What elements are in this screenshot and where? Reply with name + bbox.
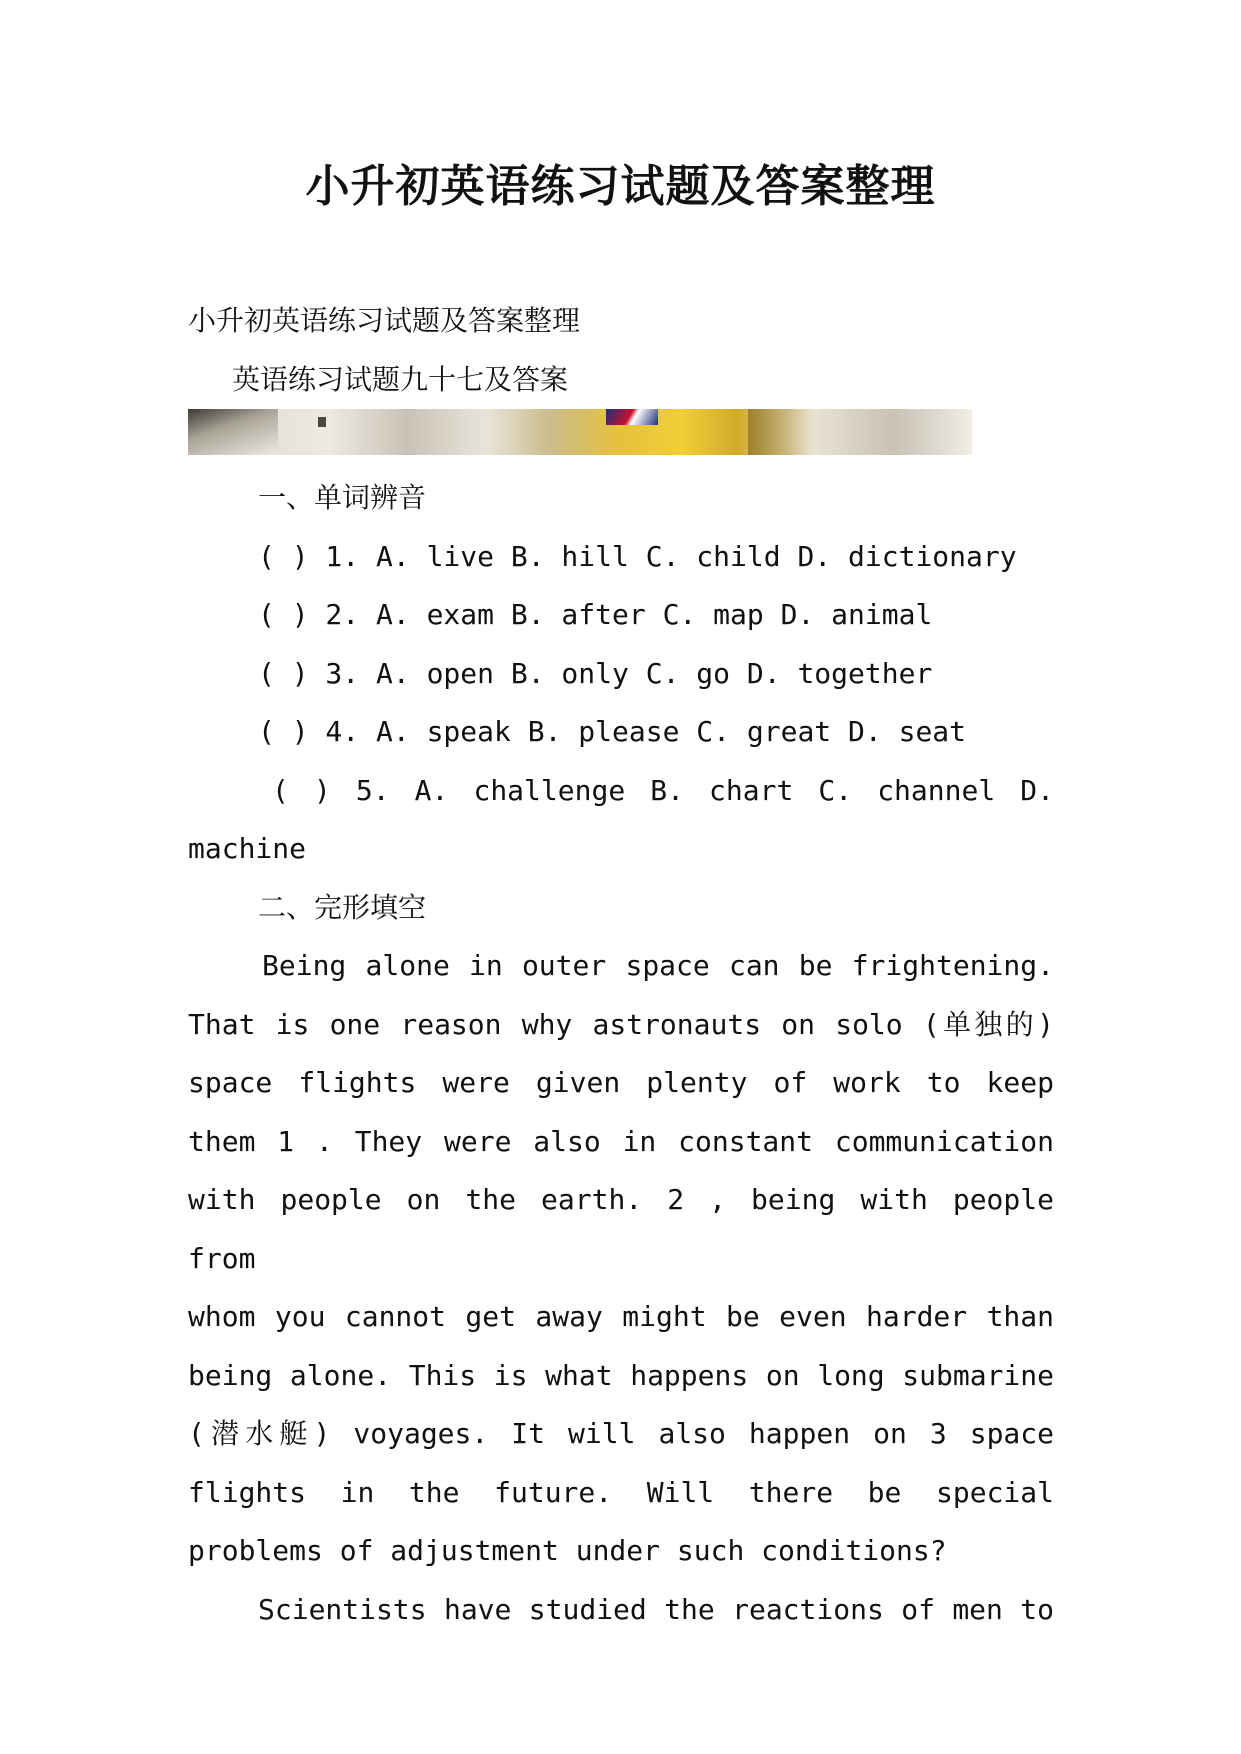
passage-line: with people on the earth. 2 , being with people from	[188, 1183, 1054, 1275]
passage-line: them 1 . They were also in constant communication	[188, 1124, 1054, 1158]
passage-line: That is one reason why astronauts on solo (单独的)	[188, 1007, 1054, 1041]
section1-heading: 一、单词辨音	[258, 481, 427, 514]
passage-line: space flights were given plenty of work to keep	[188, 1066, 1054, 1099]
question-5-line1: ( ) 5. A. challenge B. chart C. channel D.	[272, 773, 1054, 807]
flag-image	[606, 409, 658, 425]
question-3: ( ) 3. A. open B. only C. go D. together	[258, 656, 933, 690]
passage-line: problems of adjustment under such conditions?	[188, 1534, 947, 1567]
passage-line: flights in the future. Will there be special	[188, 1475, 1054, 1509]
keyboard-key-image	[188, 409, 278, 455]
passage-line: Scientists have studied the reactions of men to	[258, 1592, 1054, 1626]
passage-line: (潜水艇) voyages. It will also happen on 3 space	[188, 1417, 1054, 1450]
question-2: ( ) 2. A. exam B. after C. map D. animal	[258, 598, 933, 631]
document-title: 小升初英语练习试题及答案整理	[305, 161, 936, 212]
key-shadow	[748, 409, 808, 455]
banner-image	[188, 409, 972, 455]
passage-line: being alone. This is what happens on long submarine	[188, 1358, 1054, 1392]
key-mark	[318, 417, 326, 427]
question-5-line2: machine	[188, 832, 307, 865]
exercise-subtitle: 英语练习试题九十七及答案	[232, 362, 569, 396]
passage-line: whom you cannot get away might be even harder than	[188, 1300, 1054, 1333]
question-4: ( ) 4. A. speak B. please C. great D. seat	[258, 715, 967, 748]
section2-heading: 二、完形填空	[258, 890, 427, 924]
header-line: 小升初英语练习试题及答案整理	[188, 304, 581, 337]
document-body	[188, 292, 1054, 1639]
passage-line: Being alone in outer space can be frightening.	[262, 949, 1054, 982]
question-1: ( ) 1. A. live B. hill C. child D. dictionary	[258, 539, 1017, 573]
